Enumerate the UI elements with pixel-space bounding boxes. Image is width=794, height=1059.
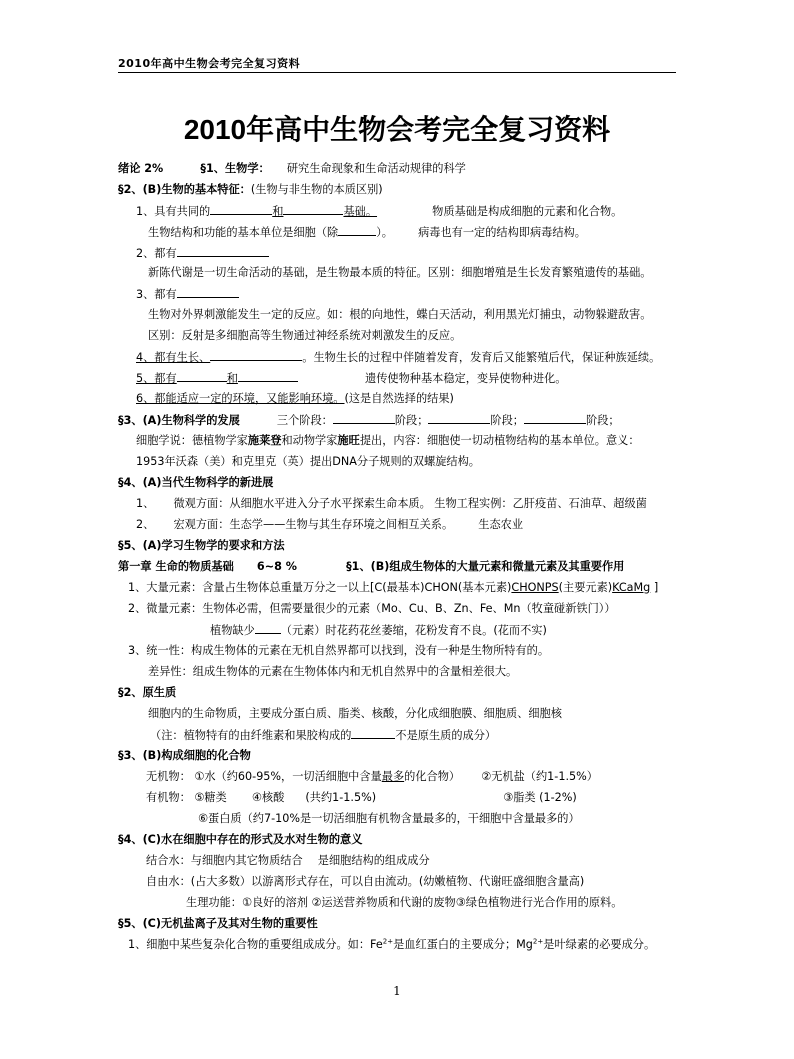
- text: 是细胞结构的组成成分: [317, 854, 430, 867]
- text: ①水（约60-95%，一切活细胞中含量: [194, 770, 382, 783]
- line-13: [118, 412, 620, 429]
- text: 1、大量元素：含量占生物体总重量万分之一以上[C(最基本)CHON(基本元素): [128, 581, 512, 594]
- fill-blank: [338, 224, 376, 236]
- line-03: [136, 203, 622, 220]
- section-heading: §3、(A)生物科学的发展: [118, 414, 240, 427]
- line-16: [118, 475, 273, 491]
- fill-blank: [255, 622, 281, 634]
- text: 无机物：: [146, 770, 191, 783]
- text: (主要元素): [558, 581, 613, 594]
- line-29: [118, 748, 251, 764]
- fill-blank: [238, 370, 298, 382]
- text: 生物对外界刺激能发生一定的反应。如：根的向地性，蝶白天活动，利用黑光灯捕虫，动物躲避敌害。: [148, 308, 652, 321]
- line-02: [118, 182, 383, 198]
- line-38: [128, 937, 655, 953]
- text: 4、都有生长、: [136, 351, 211, 364]
- line-05: [136, 245, 269, 262]
- text: 施莱登: [247, 434, 282, 447]
- document-title: 2010年高中生物会考完全复习资料: [183, 114, 611, 145]
- line-22: [128, 601, 616, 617]
- line-34: [146, 853, 430, 869]
- line-15: [136, 454, 480, 470]
- text: ）。: [376, 226, 393, 239]
- fill-blank: [428, 412, 490, 424]
- text: 生理功能：①良好的溶剂 ②运送营养物质和代谢的废物③绿色植物进行光合作用的原料。: [186, 896, 623, 909]
- text: 和: [226, 372, 238, 385]
- section-heading: §1、生物学：: [200, 162, 270, 175]
- text: KCaMg: [612, 581, 651, 594]
- text: ⑥蛋白质（约7-10%是一切活细胞有机物含量最多的，干细胞中含量最多的）: [198, 812, 580, 825]
- text: 施旺: [337, 434, 360, 447]
- line-11: [136, 370, 566, 387]
- section-heading: §4、(A)当代生物科学的新进展: [118, 476, 274, 489]
- text: 阶段；: [586, 414, 620, 427]
- text: 5、都有: [136, 372, 177, 385]
- section-label: 绪论 2%: [118, 162, 164, 175]
- text: 差异性：组成生物体的元素在生物体体内和无机自然界中的含量相差很大。: [148, 665, 518, 678]
- text: 基础。: [343, 205, 378, 218]
- fill-blank: [177, 370, 227, 382]
- text: CHONPS: [511, 581, 559, 594]
- header-rule: [118, 72, 676, 73]
- text: 2、: [136, 518, 155, 531]
- line-27: [148, 706, 562, 722]
- line-23: [210, 622, 547, 639]
- fill-blank: [524, 412, 586, 424]
- superscript: 2+: [382, 937, 394, 946]
- line-01: [118, 161, 466, 177]
- text: 不是原生质的成分）: [395, 729, 497, 742]
- line-28: [150, 727, 496, 744]
- line-30: [146, 769, 598, 785]
- section-heading: §5、(C)无机盐离子及其对生物的重要性: [118, 917, 318, 930]
- text: (这是自然选择的结果): [344, 392, 454, 405]
- line-06: [148, 265, 651, 281]
- text: 提出，内容：细胞使一切动植物结构的基本单位。意义：: [359, 434, 640, 447]
- line-31: [146, 790, 577, 806]
- text: ⑤糖类: [194, 791, 227, 804]
- text: 遗传使物种基本稳定，变异使物种进化。: [365, 372, 567, 385]
- section-heading: §2、(B)生物的基本特征：: [118, 183, 251, 196]
- text: 生态农业: [478, 518, 524, 531]
- text: 阶段；: [394, 414, 429, 427]
- fill-blank: [333, 412, 395, 424]
- text: 的化合物）: [404, 770, 461, 783]
- text: 研究生命现象和生命活动规律的科学: [286, 162, 466, 175]
- text: 有机物：: [146, 791, 191, 804]
- text: 。生物生长的过程中伴随着发育，发育后又能繁殖后代，保证种族延续。: [302, 351, 661, 364]
- fill-blank: [210, 203, 272, 215]
- text: 是血红蛋白的主要成分；Mg: [393, 938, 533, 951]
- text: 6~8 %: [256, 560, 297, 573]
- text: 1、: [136, 497, 155, 510]
- fill-blank: [283, 203, 343, 215]
- fill-blank: [177, 286, 239, 298]
- fill-blank: [177, 245, 269, 257]
- line-14: [136, 433, 640, 449]
- line-20: [118, 559, 624, 575]
- line-12: [136, 391, 454, 407]
- line-09: [148, 328, 461, 344]
- text: 2、微量元素：生物体必需，但需要量很少的元素（Mo、Cu、B、Zn、Fe、Mn（牧童碰新铁门））: [128, 602, 616, 615]
- text: 生物结构和功能的基本单位是细胞（除: [148, 226, 339, 239]
- text: 3、统一性：构成生物体的元素在无机自然界都可以找到，没有一种是生物所特有的。: [128, 644, 550, 657]
- text: ]: [650, 581, 659, 594]
- text: 微观方面：从细胞水平进入分子水平探索生命本质。 生物工程实例：乙肝疫苗、石油草、超级菌: [173, 497, 647, 510]
- text: （注：植物特有的由纤维素和果胶构成的: [150, 729, 352, 742]
- text: 区别：反射是多细胞高等生物通过神经系统对刺激发生的反应。: [148, 329, 462, 342]
- line-21: [128, 580, 658, 596]
- text: 最多: [381, 770, 405, 783]
- text: 6、都能适应一定的环境，又能影响环境。: [136, 392, 345, 405]
- page-number: 1: [393, 984, 401, 998]
- line-18: [136, 517, 523, 533]
- text: 新陈代谢是一切生命活动的基础，是生物最本质的特征。区别：细胞增殖是生长发育繁殖遗传的基础。: [148, 266, 652, 279]
- line-08: [148, 307, 651, 323]
- text: 三个阶段：: [276, 414, 333, 427]
- text: 1953年沃森（美）和克里克（英）提出DNA分子规则的双螺旋结构。: [136, 455, 480, 468]
- text: 宏观方面：生态学——生物与其生存环境之间相互关系。: [173, 518, 454, 531]
- text: 自由水：(占大多数）以游离形式存在，可以自由流动。(幼嫩植物、代谢旺盛细胞含量高): [146, 875, 585, 888]
- line-37: [118, 916, 318, 932]
- text: 和动物学家: [281, 434, 338, 447]
- text: ③脂类 (1-2%): [503, 791, 577, 804]
- text: 和: [272, 205, 284, 218]
- line-35: [146, 874, 584, 890]
- superscript: 2+: [532, 937, 544, 946]
- text: 阶段；: [490, 414, 524, 427]
- text: 3、都有: [136, 288, 177, 301]
- section-heading: §3、(B)构成细胞的化合物: [118, 749, 251, 762]
- line-32: [198, 811, 580, 827]
- text: (共约1-1.5%): [305, 791, 377, 804]
- line-17: [136, 496, 647, 512]
- line-04: [148, 224, 586, 241]
- section-heading: §4、(C)水在细胞中存在的形式及水对生物的意义: [118, 833, 363, 846]
- line-19: [118, 538, 285, 554]
- chapter-heading: 第一章 生命的物质基础: [118, 560, 234, 573]
- text: 结合水：与细胞内其它物质结合: [146, 854, 303, 867]
- line-33: [118, 832, 362, 848]
- text: （元素）时花药花丝萎缩，花粉发育不良。(花而不实): [280, 624, 547, 637]
- text: 物质基础是构成细胞的元素和化合物。: [432, 205, 623, 218]
- text: ②无机盐（约1-1.5%）: [481, 770, 598, 783]
- text: 是叶绿素的必要成分。: [543, 938, 656, 951]
- line-07: [136, 286, 239, 303]
- line-36: [186, 895, 622, 911]
- section-heading: §5、(A)学习生物学的要求和方法: [118, 539, 285, 552]
- fill-blank: [351, 727, 395, 739]
- text: 植物缺少: [210, 624, 255, 637]
- line-26: [118, 685, 176, 701]
- text: 1、具有共同的: [136, 205, 211, 218]
- section-heading: §1、(B)组成生物体的大量元素和微量元素及其重要作用: [346, 560, 625, 573]
- section-heading: §2、原生质: [118, 686, 177, 699]
- running-header: 2010年高中生物会考完全复习资料: [118, 57, 301, 70]
- text: 病毒也有一定的结构即病毒结构。: [418, 226, 586, 239]
- text: (生物与非生物的本质区别): [250, 183, 383, 196]
- line-24: [128, 643, 549, 659]
- line-25: [148, 664, 517, 680]
- text: ④核酸: [251, 791, 285, 804]
- text: 2、都有: [136, 247, 177, 260]
- text: 细胞学说：德植物学家: [136, 434, 248, 447]
- text: 1、细胞中某些复杂化合物的重要组成成分。如：Fe: [128, 938, 383, 951]
- line-10: [136, 349, 660, 366]
- fill-blank: [210, 349, 302, 361]
- text: 细胞内的生命物质，主要成分蛋白质、脂类、核酸，分化成细胞膜、细胞质、细胞核: [148, 707, 562, 720]
